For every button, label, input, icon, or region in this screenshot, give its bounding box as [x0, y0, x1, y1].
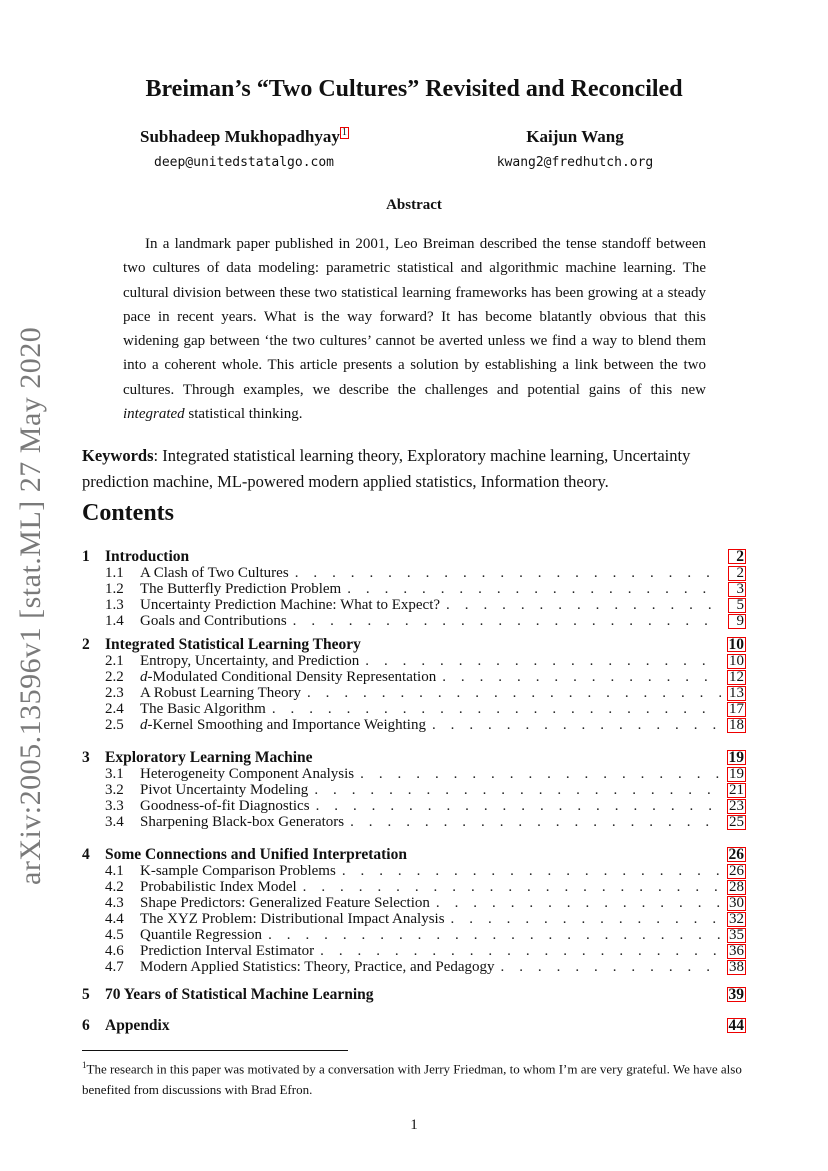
toc-page-link[interactable]: 10	[728, 636, 744, 653]
author-2-email: kwang2@fredhutch.org	[496, 155, 654, 170]
toc-section-6[interactable]: 6 Appendix 44	[82, 1017, 744, 1034]
toc-subsection[interactable]: 1.1 A Clash of Two Cultures . . . 2	[105, 565, 746, 581]
toc-subsection[interactable]: 3.1 Heterogeneity Component Analysis . . . 19	[105, 766, 746, 782]
toc-page-link[interactable]: 12	[729, 669, 744, 685]
toc-subsection[interactable]: 3.4 Sharpening Black-box Generators . . . 25	[105, 814, 746, 830]
toc-page-link[interactable]: 17	[729, 701, 744, 717]
arxiv-identifier: arXiv:2005.13596v1 [stat.ML] 27 May 2020	[14, 326, 47, 885]
toc-page-link[interactable]: 2	[728, 566, 746, 581]
keywords-label: Keywords	[82, 446, 154, 465]
abstract-italic: integrated	[123, 406, 185, 423]
toc-page-link[interactable]: 32	[729, 911, 744, 927]
toc-page-link[interactable]: 23	[729, 798, 744, 814]
author-2-name: Kaijun Wang	[526, 127, 624, 146]
toc-subsection[interactable]: 2.4 The Basic Algorithm . . . 17	[105, 701, 746, 717]
toc-page-link[interactable]: 18	[729, 717, 744, 733]
toc-subsection[interactable]: 2.1 Entropy, Uncertainty, and Prediction . . . 10	[105, 653, 746, 669]
footnote	[82, 1055, 746, 1100]
toc-page-link[interactable]: 5	[728, 598, 746, 613]
toc-subsection[interactable]: 3.3 Goodness-of-fit Diagnostics . . . 23	[105, 798, 746, 814]
toc-page-link[interactable]: 26	[728, 846, 744, 863]
author-1	[140, 127, 349, 170]
abstract-body: In a landmark paper published in 2001, Leo Breiman described the tense standoff between two cultures of data modeling: parametric statistical and algorithmic machine learning. The cultural division between these two statistical learning frameworks has been growing at a steady pace in recent years. What is the way forward? It has become blatantly obvious that this widening gap between ‘the two cultures’ cannot be averted unless we find a way to blend them into a coherent whole. This article presents a solution by establishing a link between the two cultures. Through examples, we describe the challenges and potential gains of this new integrated statistical thinking.	[123, 236, 706, 423]
keywords	[82, 443, 746, 495]
toc-section-4[interactable]: 4 Some Connections and Unified Interpretation 26	[82, 846, 744, 863]
toc-subsection[interactable]: 3.2 Pivot Uncertainty Modeling . . . 21	[105, 782, 746, 798]
toc-page-link[interactable]: 19	[729, 766, 744, 782]
footnote-rule	[82, 1050, 348, 1051]
toc-page-link[interactable]: 35	[729, 927, 744, 943]
toc-page-link[interactable]: 13	[729, 685, 744, 701]
toc-page-link[interactable]: 28	[729, 879, 744, 895]
toc-page-link[interactable]: 10	[729, 653, 744, 669]
toc-page-link[interactable]: 3	[728, 582, 746, 597]
footnote-text: The research in this paper was motivated by a conversation with Jerry Friedman, to whom I’m are very grateful. We have also benefited from discussions with Brad Efron.	[82, 1061, 742, 1098]
toc-subsection[interactable]: 2.5 d-Kernel Smoothing and Importance Weighting . . . 18	[105, 717, 746, 733]
footnote-link[interactable]: 1	[341, 127, 347, 138]
toc-page-link[interactable]: 30	[729, 895, 744, 911]
toc-page-link[interactable]: 21	[729, 782, 744, 798]
toc-subsection[interactable]: 1.4 Goals and Contributions . . . 9	[105, 613, 746, 629]
toc-section-5[interactable]: 5 70 Years of Statistical Machine Learning 39	[82, 986, 744, 1003]
keywords-text: : Integrated statistical learning theory, Exploratory machine learning, Uncertainty prediction machine, ML-powered modern applied statistics, Information theory.	[82, 446, 691, 491]
toc-subsection[interactable]: 1.3 Uncertainty Prediction Machine: What to Expect? . . . 5	[105, 597, 746, 613]
toc-subsection[interactable]: 2.3 A Robust Learning Theory . . . 13	[105, 685, 746, 701]
paper-title: Breiman’s “Two Cultures” Revisited and Reconciled	[145, 76, 683, 102]
author-1-email: deep@unitedstatalgo.com	[154, 155, 335, 170]
toc-subsection[interactable]: 1.2 The Butterfly Prediction Problem . . . 3	[105, 581, 746, 597]
toc-page-link[interactable]: 44	[728, 1017, 744, 1034]
contents-heading: Contents	[82, 500, 175, 526]
toc-page-link[interactable]: 38	[729, 959, 744, 975]
toc-section-2[interactable]: 2 Integrated Statistical Learning Theory 10	[82, 636, 744, 653]
toc-page-link[interactable]: 25	[729, 814, 744, 830]
author-1-name: Subhadeep Mukhopadhyay	[140, 127, 340, 146]
page-number: 1	[410, 1117, 418, 1133]
author-2	[490, 127, 660, 170]
toc-subsection[interactable]: 4.3 Shape Predictors: Generalized Feature Selection . . . 30	[105, 895, 746, 911]
toc-subsection[interactable]: 4.2 Probabilistic Index Model . . . 28	[105, 879, 746, 895]
toc-page-link[interactable]: 9	[728, 614, 746, 629]
toc-subsection[interactable]: 4.1 K-sample Comparison Problems . . . 26	[105, 863, 746, 879]
toc-page-link[interactable]: 2	[728, 549, 746, 564]
toc-subsection[interactable]: 2.2 d-Modulated Conditional Density Representation . . . 12	[105, 669, 746, 685]
toc-section-3[interactable]: 3 Exploratory Learning Machine 19	[82, 749, 744, 766]
toc-page-link[interactable]: 19	[728, 749, 744, 766]
toc-page-link[interactable]: 39	[728, 986, 744, 1003]
toc-subsection[interactable]: 4.7 Modern Applied Statistics: Theory, Practice, and Pedagogy . . . 38	[105, 959, 746, 975]
toc-subsection[interactable]: 4.5 Quantile Regression . . . 35	[105, 927, 746, 943]
toc-section-1[interactable]: 1 Introduction 2	[82, 548, 744, 565]
footnote-mark: 1	[82, 1060, 87, 1070]
toc-subsection[interactable]: 4.6 Prediction Interval Estimator . . . 36	[105, 943, 746, 959]
toc-page-link[interactable]: 26	[729, 863, 744, 879]
toc-subsection[interactable]: 4.4 The XYZ Problem: Distributional Impact Analysis . . . 32	[105, 911, 746, 927]
toc-page-link[interactable]: 36	[729, 943, 744, 959]
abstract-heading: Abstract	[386, 197, 442, 213]
